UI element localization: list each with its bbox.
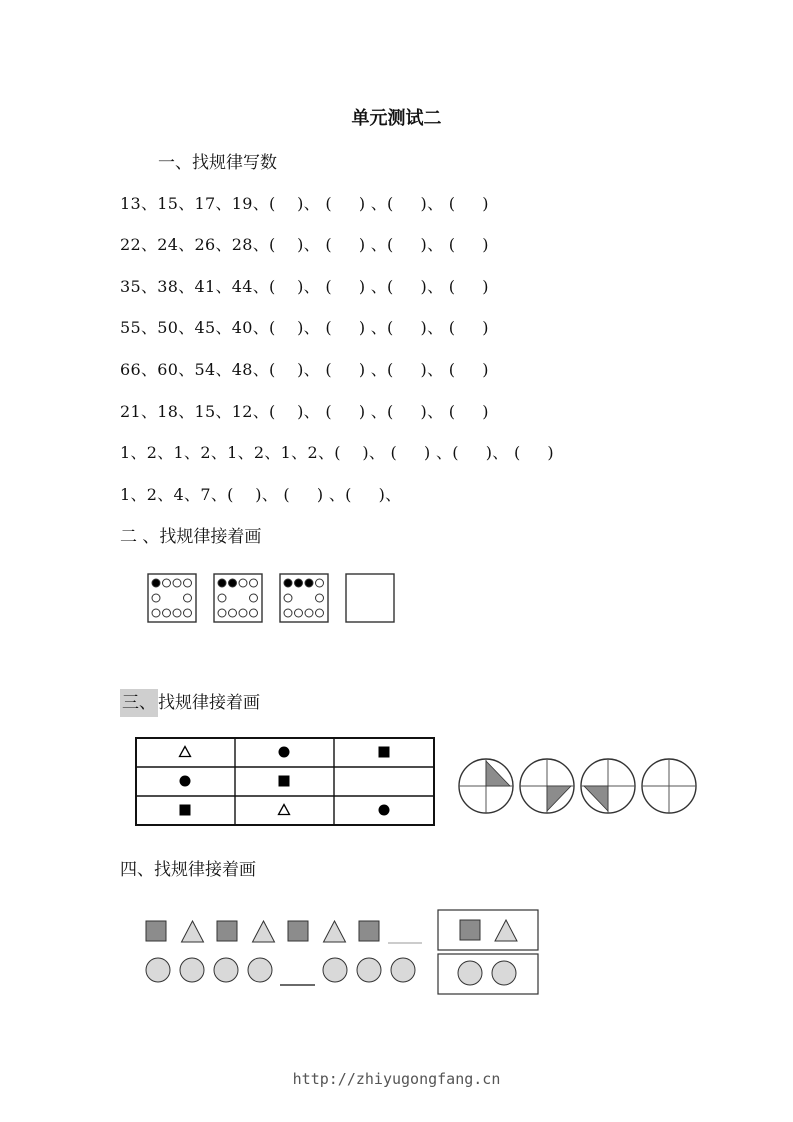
empty-dot xyxy=(250,594,258,602)
option-box-1 xyxy=(438,910,538,950)
empty-dot xyxy=(184,594,192,602)
gray-circle xyxy=(248,958,272,982)
gray-circle xyxy=(180,958,204,982)
section-2-heading: 二 、找规律接着画 xyxy=(120,527,262,547)
sequence-row-4: 55、50、45、40、( )、 ( ) 、( )、 ( ) xyxy=(120,318,489,337)
shape-grid xyxy=(134,736,439,828)
black-circle xyxy=(379,805,390,816)
footer-url: http://zhiyugongfang.cn xyxy=(292,1070,501,1088)
empty-dot xyxy=(218,609,226,617)
gray-triangle xyxy=(495,920,517,941)
gray-square xyxy=(288,921,308,941)
empty-dot xyxy=(316,594,324,602)
empty-dot xyxy=(295,609,303,617)
filled-dot xyxy=(295,579,303,587)
gray-square xyxy=(460,920,480,940)
empty-dot xyxy=(229,609,237,617)
gray-circle xyxy=(357,958,381,982)
pie-pattern-figure xyxy=(455,755,705,817)
empty-dot xyxy=(184,579,192,587)
page-title: 单元测试二 xyxy=(351,108,442,129)
shape-sequence-figure xyxy=(140,908,545,1000)
gray-square xyxy=(359,921,379,941)
section-4-heading: 四、找规律接着画 xyxy=(120,860,256,880)
empty-dot xyxy=(316,609,324,617)
empty-dot xyxy=(152,609,160,617)
black-circle xyxy=(279,747,290,758)
outline-triangle xyxy=(279,805,290,815)
highlighted-numeral: 三、 xyxy=(120,689,158,717)
empty-dot xyxy=(184,609,192,617)
empty-dot xyxy=(239,609,247,617)
gray-circle xyxy=(391,958,415,982)
empty-dot xyxy=(163,609,171,617)
black-square xyxy=(379,747,390,758)
filled-dot xyxy=(284,579,292,587)
dot-pattern-figure xyxy=(140,568,410,630)
gray-circle xyxy=(323,958,347,982)
sequence-row-6: 21、18、15、12、( )、 ( ) 、( )、 ( ) xyxy=(120,402,489,421)
empty-dot xyxy=(218,594,226,602)
outline-triangle xyxy=(180,747,191,757)
filled-dot xyxy=(218,579,226,587)
gray-circle xyxy=(492,961,516,985)
black-square xyxy=(180,805,191,816)
empty-dot xyxy=(305,609,313,617)
black-circle xyxy=(180,776,191,787)
gray-circle xyxy=(146,958,170,982)
gray-triangle xyxy=(324,921,346,942)
gray-circle xyxy=(214,958,238,982)
section-3-heading xyxy=(120,688,260,713)
gray-square xyxy=(146,921,166,941)
filled-dot xyxy=(229,579,237,587)
empty-dot xyxy=(250,609,258,617)
sequence-row-5: 66、60、54、48、( )、 ( ) 、( )、 ( ) xyxy=(120,360,489,379)
sequence-row-3: 35、38、41、44、( )、 ( ) 、( )、 ( ) xyxy=(120,277,489,296)
section-3-heading-text: 找规律接着画 xyxy=(158,693,260,713)
section-1-heading: 一、找规律写数 xyxy=(158,153,277,173)
empty-dot xyxy=(284,594,292,602)
empty-answer-box xyxy=(346,574,394,622)
gray-square xyxy=(217,921,237,941)
sequence-row-1: 13、15、17、19、( )、 ( ) 、( )、 ( ) xyxy=(120,194,489,213)
gray-circle xyxy=(458,961,482,985)
empty-dot xyxy=(163,579,171,587)
option-box-2 xyxy=(438,954,538,994)
empty-dot xyxy=(250,579,258,587)
empty-dot xyxy=(316,579,324,587)
gray-triangle xyxy=(253,921,275,942)
empty-dot xyxy=(173,579,181,587)
empty-dot xyxy=(152,594,160,602)
filled-dot xyxy=(305,579,313,587)
empty-dot xyxy=(173,609,181,617)
empty-dot xyxy=(284,609,292,617)
sequence-row-2: 22、24、26、28、( )、 ( ) 、( )、 ( ) xyxy=(120,235,489,254)
filled-dot xyxy=(152,579,160,587)
gray-triangle xyxy=(182,921,204,942)
black-square xyxy=(279,776,290,787)
sequence-row-8: 1、2、4、7、( )、 ( ) 、( )、 xyxy=(120,485,402,504)
sequence-row-7: 1、2、1、2、1、2、1、2、( )、 ( ) 、( )、 ( ) xyxy=(120,443,554,462)
empty-dot xyxy=(239,579,247,587)
